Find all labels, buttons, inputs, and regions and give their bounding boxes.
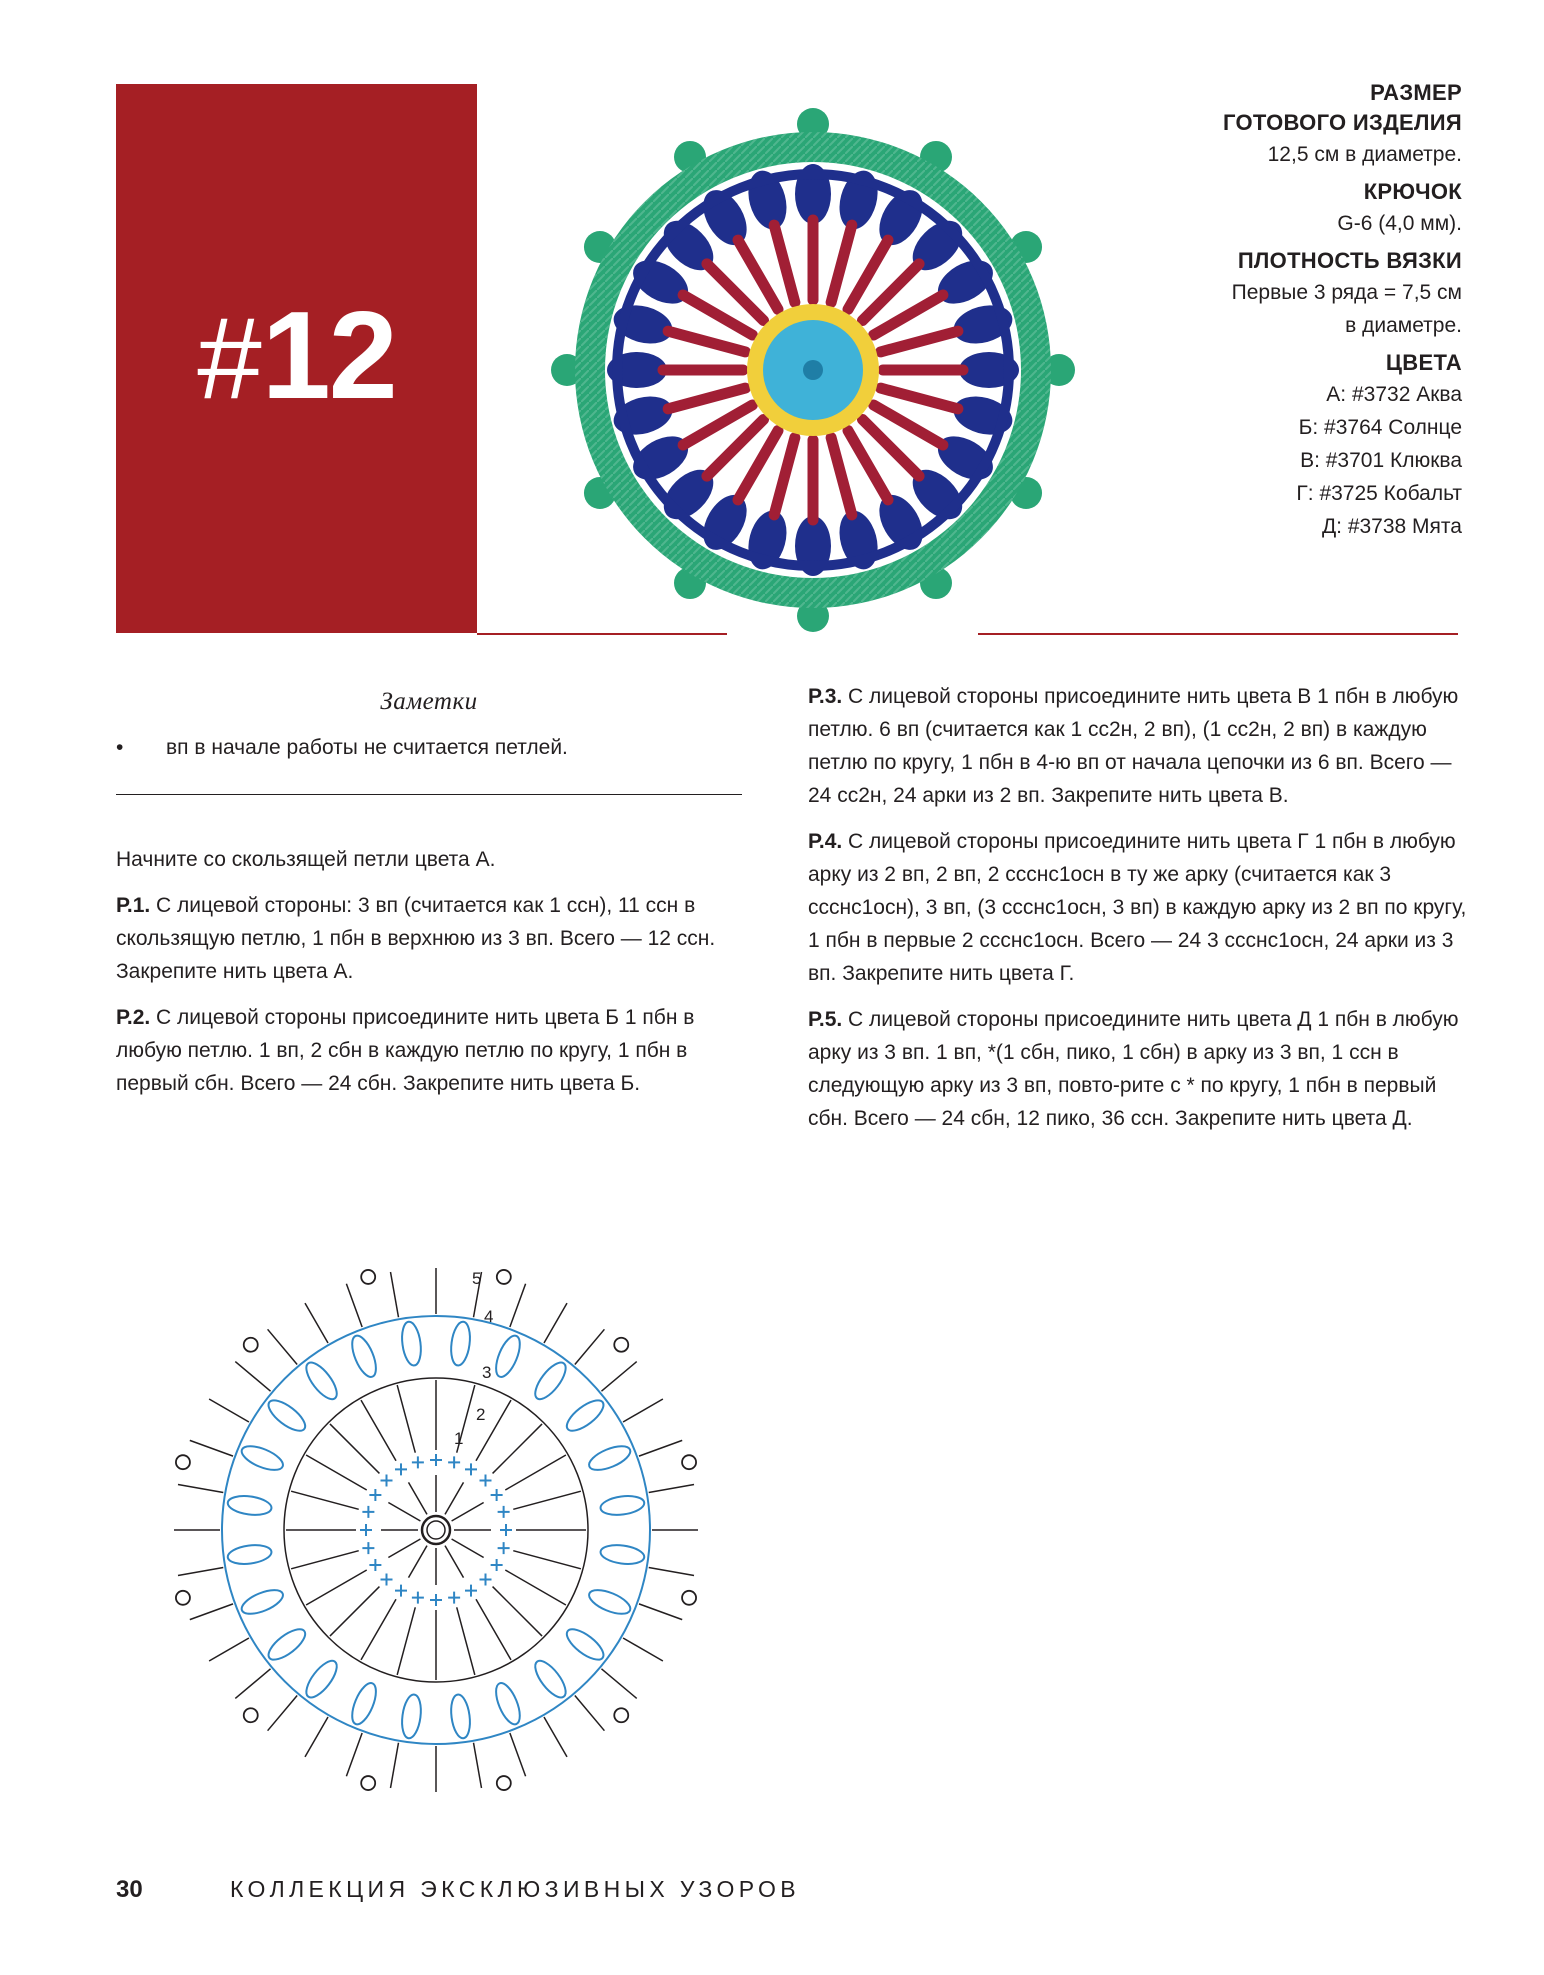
- specifications: [1022, 78, 1462, 543]
- intro-paragraph: Начните со скользящей петли цвета А.: [116, 848, 496, 871]
- color-d: Г: #3725 Кобальт: [1296, 482, 1462, 505]
- instructions-left-column: [116, 688, 756, 1113]
- row-3-text: С лицевой стороны присоедините нить цвета В 1 пбн в любую петлю. 6 вп (считается как 1 сс2н, 2 вп), (1 сс2н, 2 вп) в каждую петлю по кругу, 1 пбн в 4-ю вп от начала цепочки из 6 вп. Всего — 24 сс2н, 24 арки из 2 вп. Закрепите нить цвета В.: [808, 685, 1459, 807]
- row-4-label: Р.4.: [808, 830, 843, 853]
- hook-heading: КРЮЧОК: [1363, 179, 1462, 204]
- notes-item: [116, 734, 756, 762]
- notes-divider: [116, 794, 742, 795]
- bullet-icon: •: [116, 736, 124, 759]
- chart-row-label-3: 3: [482, 1363, 492, 1382]
- instructions-right-column: [808, 680, 1468, 1148]
- page-number: 30: [116, 1876, 143, 1903]
- book-title: КОЛЛЕКЦИЯ ЭКСКЛЮЗИВНЫХ УЗОРОВ: [230, 1876, 801, 1902]
- row-2-paragraph: [116, 1001, 756, 1100]
- notes-item-text: вп в начале работы не считается петлей.: [166, 736, 568, 759]
- row-1-text: С лицевой стороны: 3 вп (считается как 1 ссн), 11 ссн в скользящую петлю, 1 пбн в верхнюю из 3 вп. Всего — 12 ссн. Закрепите нить цвета А.: [116, 894, 716, 983]
- row-5-label: Р.5.: [808, 1008, 843, 1031]
- row-5-text: С лицевой стороны присоедините нить цвета Д 1 пбн в любую арку из 3 вп. 1 вп, *(1 сбн, пико, 1 сбн) в арку из 3 вп, 1 ссн в следующую арку из 3 вп, повто-рите с * по кругу, 1 пбн в первый сбн. Всего — 24 сбн, 12 пико, 36 ссн. Закрепите нить цвета Д.: [808, 1008, 1459, 1130]
- motif-photo: [548, 98, 1088, 654]
- gauge-value: Первые 3 ряда = 7,5 см: [1231, 281, 1462, 304]
- pattern-number: #12: [197, 287, 396, 425]
- hook-value: G-6 (4,0 мм).: [1337, 212, 1462, 235]
- color-a: А: #3732 Аква: [1326, 383, 1462, 406]
- row-2-label: Р.2.: [116, 1006, 151, 1029]
- gauge-heading: ПЛОТНОСТЬ ВЯЗКИ: [1237, 248, 1462, 273]
- row-2-text: С лицевой стороны присоедините нить цвета Б 1 пбн в любую петлю. 1 вп, 2 сбн в каждую петлю по кругу, 1 пбн в первый сбн. Всего — 24 сбн. Закрепите нить цвета Б.: [116, 1006, 695, 1095]
- pattern-number-block: [116, 84, 477, 633]
- row-3-paragraph: [808, 680, 1468, 812]
- colors-heading: ЦВЕТА: [1385, 350, 1462, 375]
- chart-row-label-5: 5: [472, 1269, 482, 1288]
- color-c: В: #3701 Клюква: [1300, 449, 1462, 472]
- crochet-chart: [146, 1238, 726, 1818]
- row-4-paragraph: [808, 825, 1468, 990]
- size-heading-line-2: ГОТОВОГО ИЗДЕЛИЯ: [1223, 110, 1462, 135]
- row-1-label: Р.1.: [116, 894, 151, 917]
- gauge-value-line-2: в диаметре.: [1345, 314, 1462, 337]
- row-5-paragraph: [808, 1003, 1468, 1135]
- chart-row-label-4: 4: [484, 1307, 494, 1326]
- color-b: Б: #3764 Солнце: [1298, 416, 1462, 439]
- chart-row-label-1: 1: [454, 1429, 464, 1448]
- row-3-label: Р.3.: [808, 685, 843, 708]
- row-4-text: С лицевой стороны присоедините нить цвета Г 1 пбн в любую арку из 2 вп, 2 вп, 2 ссснс1осн в ту же арку (считается как 3 ссснс1осн), 3 вп, (3 ссснс1осн, 3 вп) в каждую арку из 2 вп по кругу, 1 пбн в первые 2 ссснс1осн. Всего — 24 3 ссснс1осн, 24 арки из 3 вп. Закрепите нить цвета Г.: [808, 830, 1467, 985]
- notes-title: Заметки: [380, 688, 478, 715]
- color-e: Д: #3738 Мята: [1321, 515, 1462, 538]
- size-value: 12,5 см в диаметре.: [1267, 143, 1462, 166]
- row-1-paragraph: [116, 889, 756, 988]
- size-heading: РАЗМЕР: [1370, 80, 1462, 105]
- chart-row-label-2: 2: [476, 1405, 486, 1424]
